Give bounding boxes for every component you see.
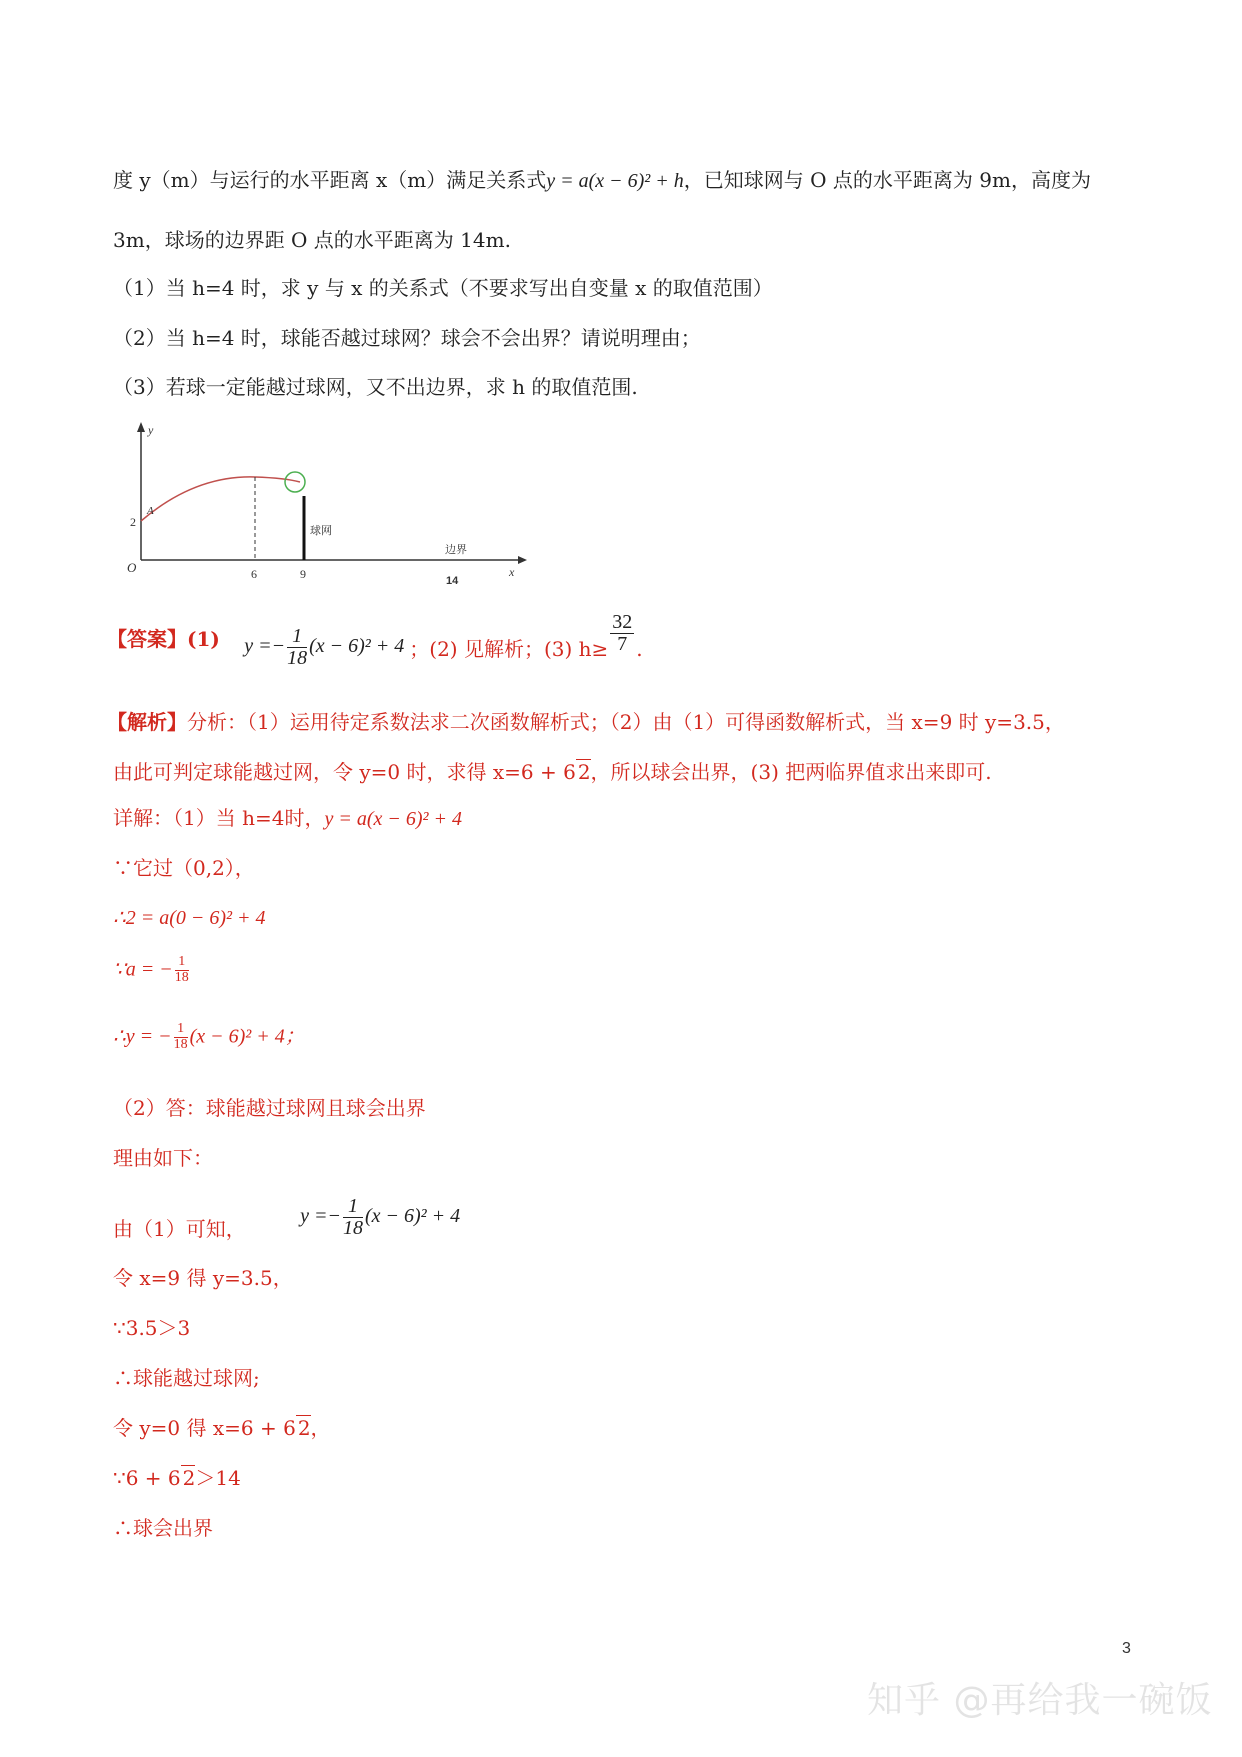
x-tick-14: 14 (446, 575, 459, 587)
trajectory-curve (141, 477, 300, 521)
answer-fraction: $\frac{1}{18}$ (287, 624, 308, 669)
boundary-label: 边界 (445, 543, 467, 556)
answer-label: 【答案】(1) (107, 627, 220, 651)
detail-line-7: 理由如下： (113, 1146, 213, 1170)
detail-line-9: 令 x=9 得 y=3.5， (113, 1266, 293, 1290)
problem-line-2: 3m，球场的边界距 O 点的水平距离为 14m. (113, 228, 511, 252)
h-fraction: $\frac{32}{7}$ (612, 611, 633, 655)
origin-label: O (127, 560, 137, 575)
trajectory-figure (113, 420, 533, 590)
detail-line-13: ∵6 + 6 2＞14 (113, 1466, 241, 1490)
analysis-label: 【解析】 (107, 710, 187, 734)
detail-line-4: ∵a = − $\frac{1}{18}$ (113, 954, 189, 985)
analysis-line-2: 由此可判定球能越过网，令 y=0 时，求得 x=6 + 6 2，所以球会出界，(3) 把两临界值求出来即可. (113, 760, 992, 784)
point-a-label: A (147, 505, 154, 517)
ball (285, 472, 305, 492)
y-axis-arrow (137, 422, 145, 432)
detail-line-11: ∴球能越过球网; (113, 1366, 260, 1390)
page-number: 3 (1122, 1640, 1131, 1657)
x-axis-label: x (509, 565, 515, 579)
analysis-line-1: 【解析】分析：（1）运用待定系数法求二次函数解析式；（2）由（1）可得函数解析式，当 x=9 时 y=3.5， (107, 710, 1065, 734)
detail-line-1: 详解：（1）当 h=4时，y = a(x − 6)² + 4 (113, 806, 463, 830)
detail-line-5: ∴y = − $\frac{1}{18}$ (x − 6)² + 4； (113, 1021, 305, 1052)
detail-line-2: ∵它过（0,2）， (113, 856, 255, 880)
y-tick-2: 2 (130, 515, 136, 529)
detail-line-10: ∵3.5＞3 (113, 1316, 191, 1340)
relation-formula: y = a(x − 6)² + h (546, 170, 684, 192)
watermark: 知乎 @再给我一碗饭 (867, 1680, 1213, 1721)
detail-line-3: ∴2 = a(0 − 6)² + 4 (113, 907, 266, 929)
detail-line-14: ∴球会出界 (113, 1516, 213, 1540)
detail-line-6: （2）答：球能越过球网且球会出界 (113, 1096, 426, 1120)
question-2: （2）当 h=4 时，球能否越过球网？球会不会出界？请说明理由； (113, 326, 701, 350)
y-axis-label: y (148, 423, 154, 437)
detail-line-12: 令 y=0 得 x=6 + 6 2， (113, 1416, 331, 1440)
question-1: （1）当 h=4 时，求 y 与 x 的关系式（不要求写出自变量 x 的取值范围） (113, 276, 773, 300)
answer-formula: y =− $\frac{1}{18}$ (x − 6)² + 4 (244, 624, 405, 669)
net-label: 球网 (310, 524, 332, 537)
answer-line: 【答案】(1) y =− $\frac{1}{18}$ (x − 6)² + 4 ；(2) 见解析；(3) h≥ $\frac{32}{7}$ . (107, 611, 643, 669)
x-tick-6: 6 (251, 567, 257, 581)
detail-line-8: 由（1）可知， y =− $\frac{1}{18}$ (x − 6)² + 4 (113, 1195, 461, 1242)
x-tick-9: 9 (300, 567, 306, 581)
problem-line-1: 度 y（m）与运行的水平距离 x（m）满足关系式y = a(x − 6)² + h，已知球网与 O 点的水平距离为 9m，高度为 (113, 168, 1091, 192)
question-3: （3）若球一定能越过球网，又不出边界，求 h 的取值范围. (113, 375, 638, 399)
x-axis-arrow (518, 556, 527, 564)
